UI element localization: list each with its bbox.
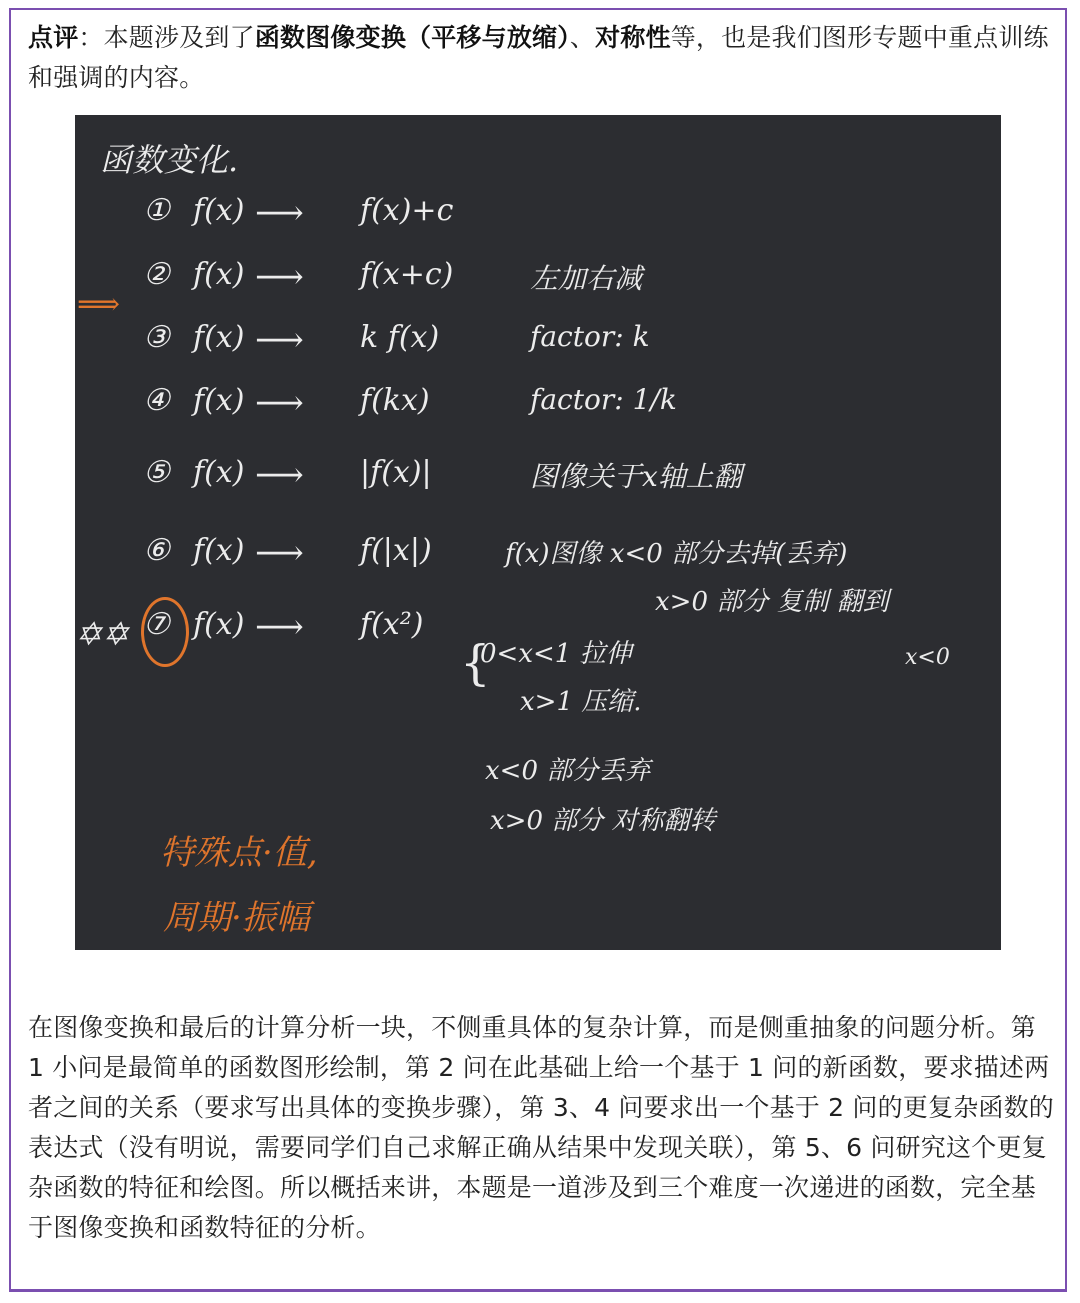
row-num: ④	[143, 383, 170, 418]
row-to: f(|x|)	[360, 533, 432, 568]
row-arrow: ⟶	[255, 607, 304, 647]
margin-arrow: ⟹	[77, 287, 121, 322]
row-arrow: ⟶	[255, 383, 304, 423]
row-num: ⑤	[143, 455, 170, 490]
comment-bold: 函数图像变换（平移与放缩）	[254, 23, 570, 52]
comment-text: 本题涉及到了	[103, 23, 255, 52]
row6-note: f(x)图像 x<0 部分去掉(丢弃)	[505, 539, 848, 569]
row-num: ②	[143, 257, 170, 292]
extra-note1: x<0 部分丢弃	[485, 756, 651, 786]
row6-note3: x<0	[905, 645, 950, 670]
row-num: ⑥	[143, 533, 170, 568]
row-arrow: ⟶	[255, 193, 304, 233]
row-note: factor: k	[530, 320, 650, 353]
orange-circle	[141, 597, 189, 667]
comment-sep: ：	[78, 23, 104, 52]
board-title: 函数变化.	[100, 141, 239, 179]
row-arrow: ⟶	[255, 455, 304, 495]
extra-note2: x>0 部分 对称翻转	[490, 806, 716, 836]
row-from: f(x)	[193, 320, 245, 355]
row-from: f(x)	[193, 257, 245, 292]
row-from: f(x)	[193, 383, 245, 418]
row7-case2: x>1 压缩.	[520, 687, 642, 717]
row-note: 图像关于x轴上翻	[530, 460, 742, 493]
row-num: ③	[143, 320, 170, 355]
comment-label: 点评	[28, 23, 79, 52]
row-to: k f(x)	[360, 320, 440, 355]
row-to: f(x²)	[360, 607, 424, 642]
orange-note1: 特殊点·值,	[160, 833, 318, 873]
row7-case1: 0<x<1 拉伸	[480, 639, 632, 669]
orange-note2: 周期·振幅	[163, 898, 310, 938]
comment-text: 、	[569, 23, 596, 52]
row-arrow: ⟶	[255, 320, 304, 360]
summary-paragraph: 在图像变换和最后的计算分析一块，不侧重具体的复杂计算，而是侧重抽象的问题分析。第 1 小问是最简单的函数图形绘制，第 2 问在此基础上给一个基于 1 问的新函数，要求描述两者之间的关系（要求写出具体的变换步骤），第 3、4 问要求出一个基于 2 问的更复杂函数的表达式（没有明说，需要同学们自己求解正确从结果中发现关联），第 5、6 问研究这个更复杂函数的特征和绘图。所以概括来讲，本题是一道涉及到三个难度一次递进的函数，完全基于图像变换和函数特征的分析。	[28, 1013, 1055, 1242]
row-note: factor: 1/k	[530, 383, 677, 416]
row-to: f(kx)	[360, 383, 430, 418]
row-to: f(x)+c	[360, 193, 454, 228]
row-from: f(x)	[193, 533, 245, 568]
blackboard-photo	[75, 115, 1001, 950]
row-to: |f(x)|	[360, 455, 432, 490]
row-num: ⑦	[143, 607, 170, 642]
row-num: ①	[143, 193, 170, 228]
row-from: f(x)	[193, 193, 245, 228]
row6-note2: x>0 部分 复制 翻到	[655, 587, 889, 617]
row-arrow: ⟶	[255, 257, 304, 297]
comment-paragraph	[28, 18, 1058, 98]
comment-bold: 对称性	[595, 23, 671, 52]
row-to: f(x+c)	[360, 257, 454, 292]
row-note: 左加右减	[530, 262, 643, 295]
row-from: f(x)	[193, 607, 245, 642]
row-from: f(x)	[193, 455, 245, 490]
star-marks: ✡✡	[75, 615, 129, 653]
comment-text: 等，也是我们图形专题中重点训练和强调的内容。	[28, 23, 1049, 92]
brace: {	[460, 635, 491, 691]
row-arrow: ⟶	[255, 533, 304, 573]
